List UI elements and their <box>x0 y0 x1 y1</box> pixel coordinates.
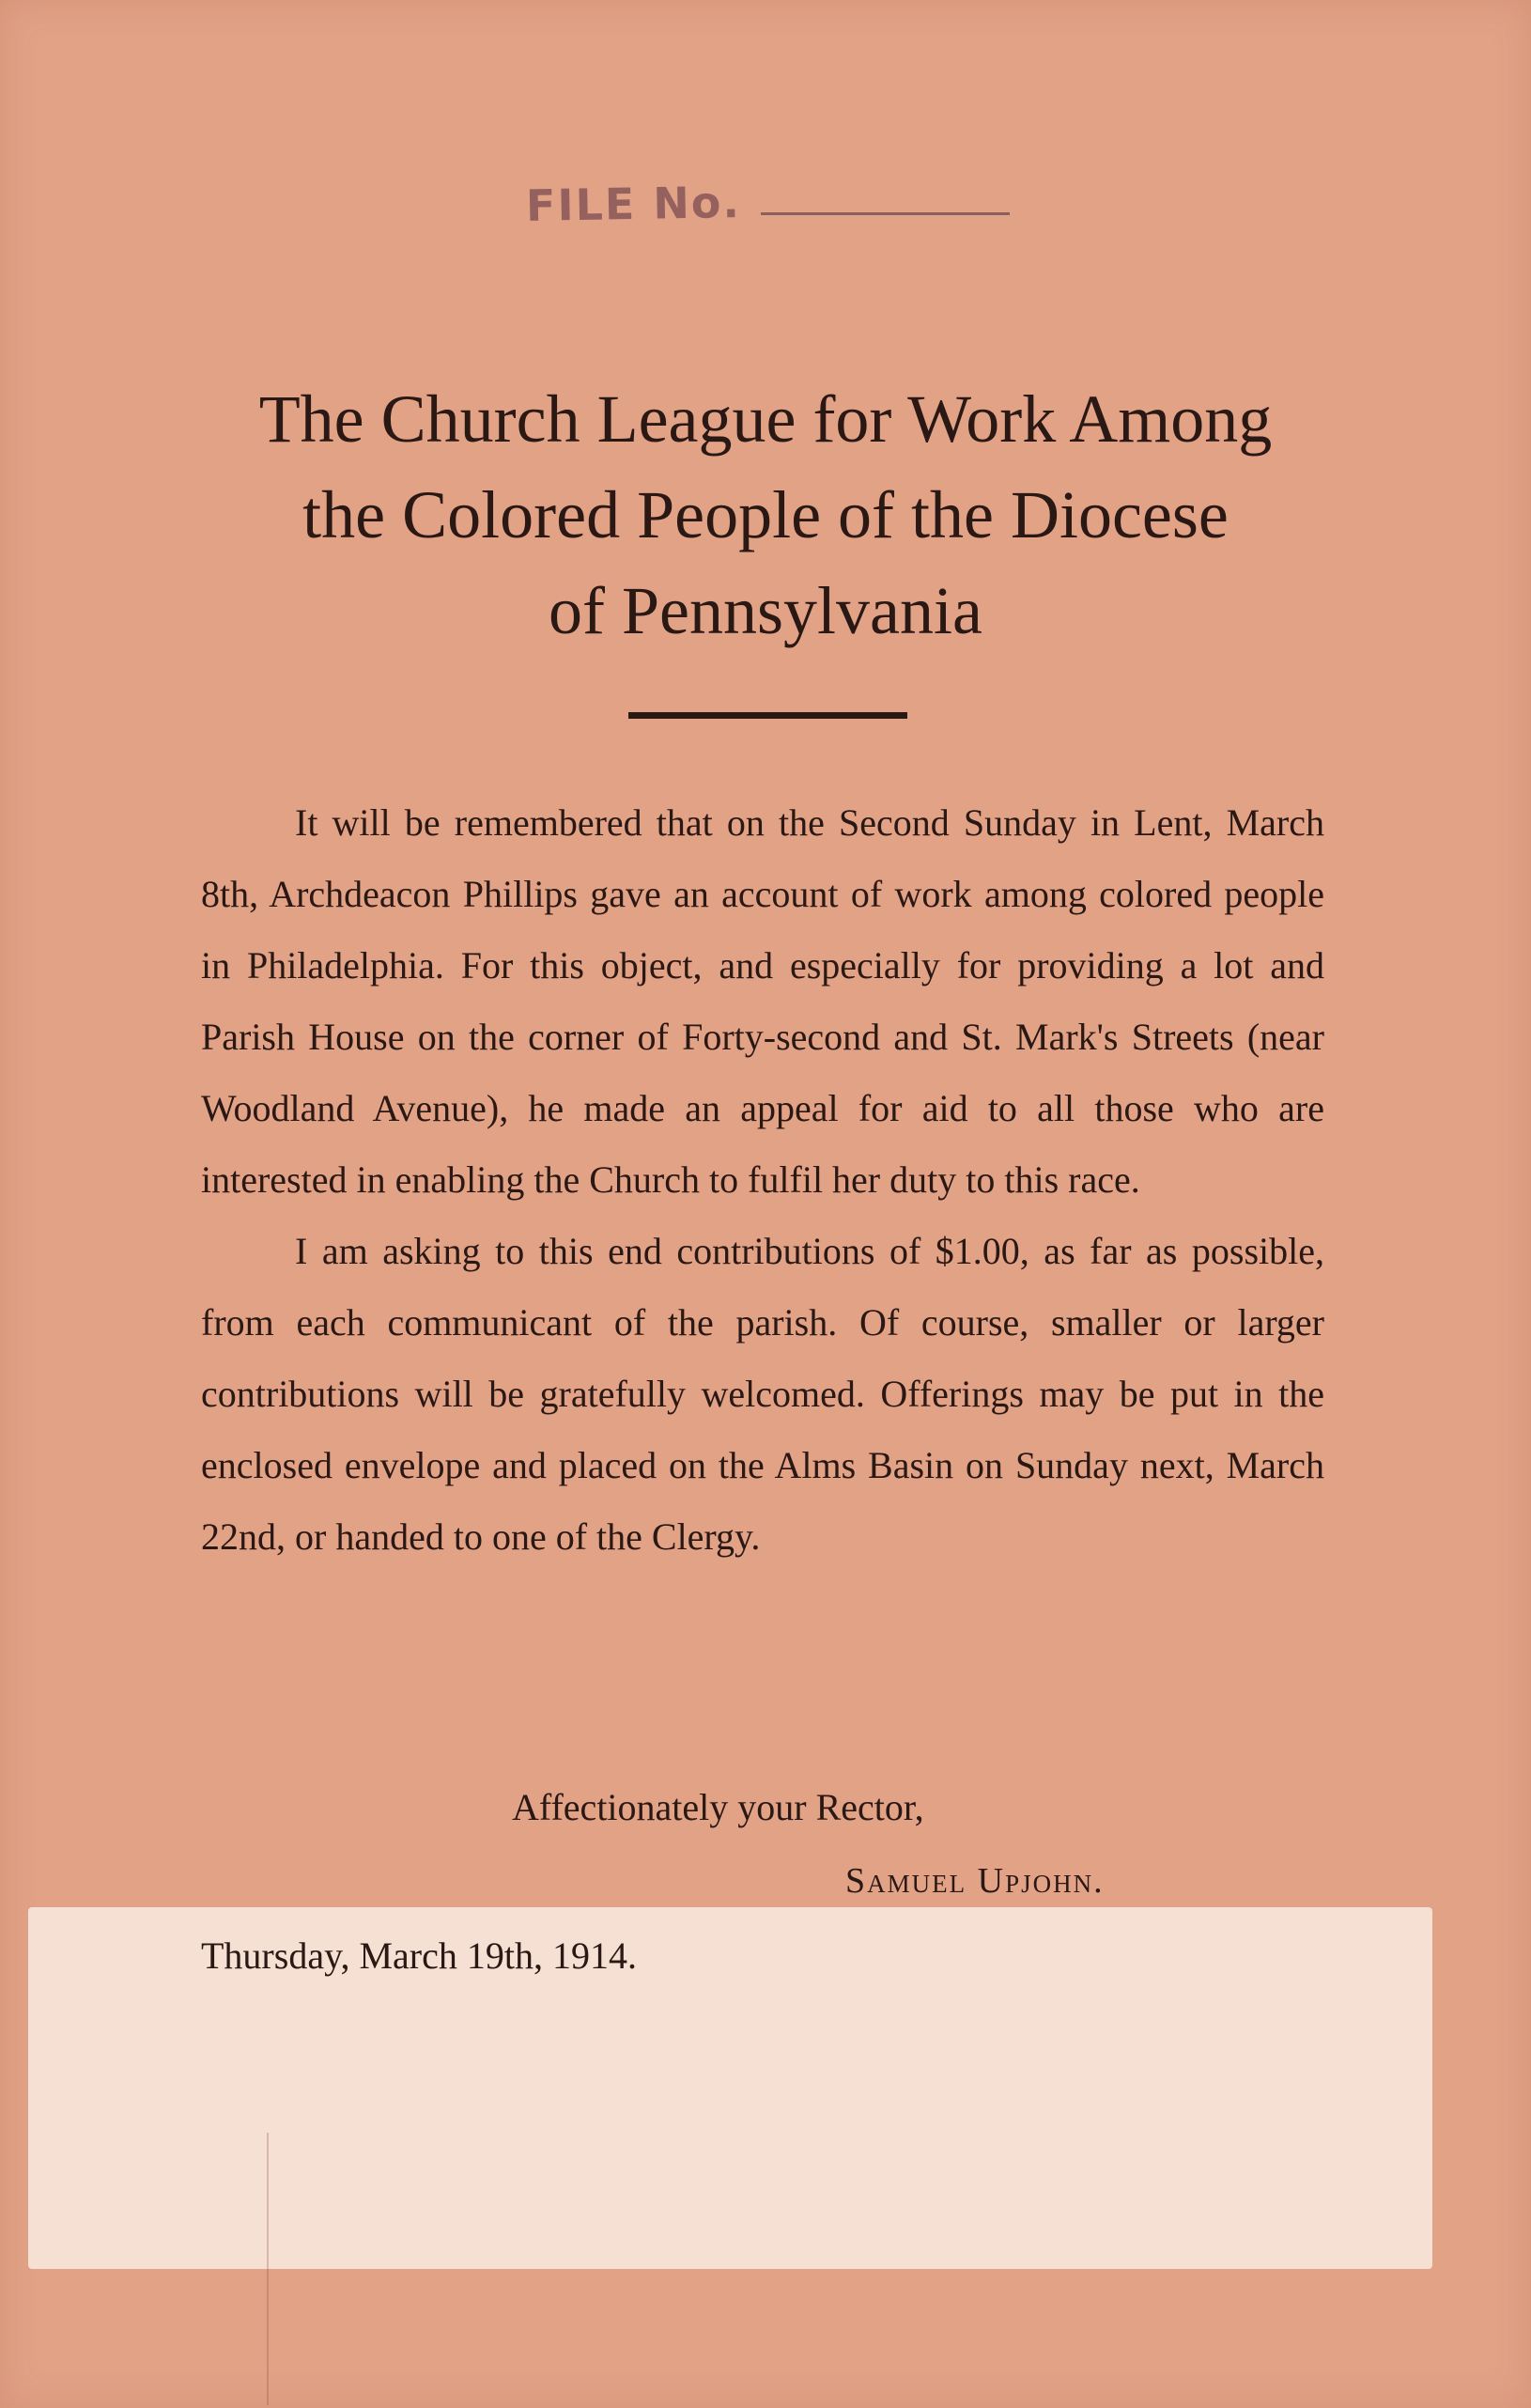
body-paragraph-2: I am asking to this end contributions of $1.00, as far as possible, from each communicant of the parish. Of course, smaller or larger contributions will be gratefully welcomed. Offerings may be put in the enclosed envelope and placed on the Alms Basin on Sunday next, March 22nd, or handed to one of the Clergy. <box>201 1230 1324 1558</box>
title-line-3: of Pennsylvania <box>549 573 982 648</box>
document-title <box>169 371 1362 659</box>
paper-fold-mark <box>267 2133 269 2405</box>
body-paragraph-1: It will be remembered that on the Second Sunday in Lent, March 8th, Archdeacon Phillips gave an account of work among colored people in Philadelphia. For this object, and especially for providing a lot and Parish House on the corner of Forty-second and St. Mark's Streets (near Woodland Avenue), he made an appeal for aid to all those who are interested in enabling the Church to fulfil her duty to this race. <box>201 801 1324 1201</box>
title-divider <box>628 712 907 719</box>
letter-date: Thursday, March 19th, 1914. <box>201 1934 637 1977</box>
letter-closing: Affectionately your Rector, <box>512 1786 924 1828</box>
title-line-1: The Church League for Work Among <box>258 381 1273 457</box>
signature: Samuel Upjohn. <box>845 1861 1105 1901</box>
title-line-2: the Colored People of the Diocese <box>302 477 1229 552</box>
letter-body <box>201 787 1324 1573</box>
file-number-stamp: FILE No. <box>525 177 742 231</box>
file-number-line <box>761 212 1010 215</box>
